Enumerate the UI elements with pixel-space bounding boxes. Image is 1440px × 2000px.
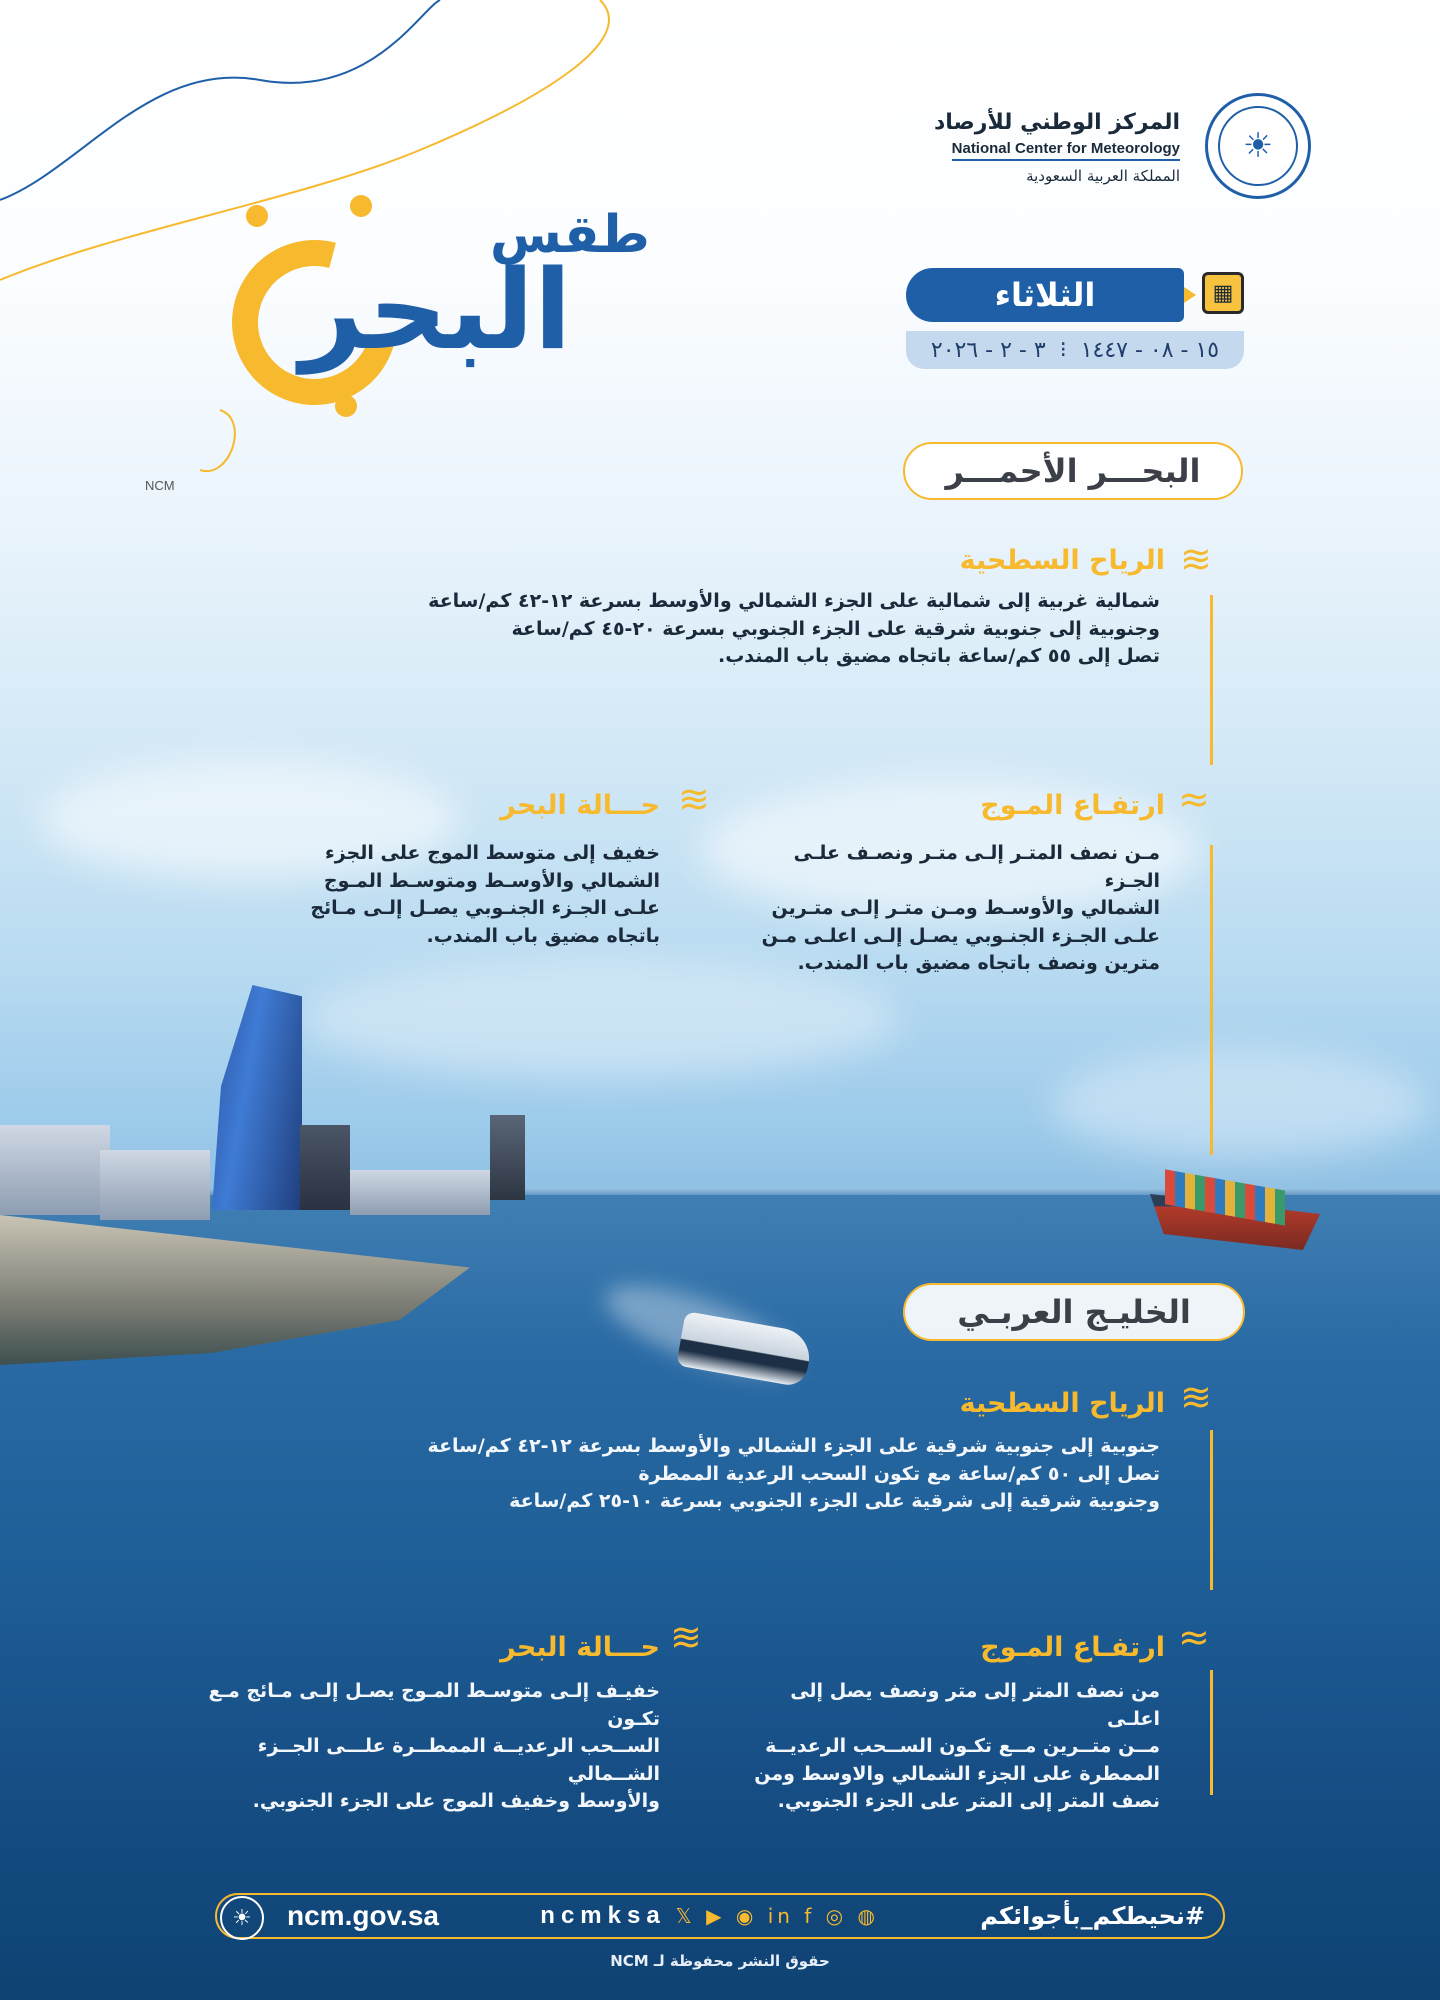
text-line: خفيف إلى متوسط الموج على الجزء xyxy=(325,842,660,864)
arabian-gulf-title: الخليـج العربـي xyxy=(903,1283,1245,1341)
palm-swords-emblem-icon: ☀ xyxy=(1218,106,1298,186)
cloud xyxy=(300,960,900,1080)
text-line: مــن متــرين مــع تكـون الســحب الرعديــة xyxy=(765,1735,1160,1758)
text-line: وجنوبية شرقية إلى شرقية على الجزء الجنوبي بسرعة ١٠-٢٥ كم/ساعة xyxy=(509,1490,1160,1513)
text-line: الشمالي والأوسـط ومـن متـر إلـى متـرين xyxy=(771,897,1160,920)
org-name-english: National Center for Meteorology xyxy=(952,140,1180,161)
gulf-winds-text xyxy=(340,1433,1160,1516)
footer-emblem-icon: ☀ xyxy=(220,1896,264,1940)
cloud xyxy=(1050,1050,1430,1160)
wind-icon: ≋ xyxy=(1180,537,1212,581)
text-line: نصف المتر إلى المتر على الجزء الجنوبي. xyxy=(777,1790,1160,1813)
building xyxy=(0,1125,110,1215)
pointer-arrow-icon xyxy=(1184,287,1196,303)
red-sea-wave-height-title: ارتفـاع المـوج xyxy=(980,790,1165,821)
title-big: البحر xyxy=(300,246,572,374)
social-handle[interactable]: ncmksa xyxy=(540,1902,666,1929)
text-line: وجنوبية إلى جنوبية شرقية على الجزء الجنوبي بسرعة ٢٠-٤٥ كم/ساعة xyxy=(511,617,1160,640)
hashtag[interactable]: #نحيطكم_بأجوائكم xyxy=(980,1902,1205,1930)
timeline-line xyxy=(1210,1430,1213,1590)
tower-building xyxy=(212,985,302,1210)
text-line: الممطرة على الجزء الشمالي والاوسط ومن xyxy=(754,1762,1160,1785)
sea-waves-icon: ≋ xyxy=(678,777,710,821)
copyright: حقوق النشر محفوظة لـ NCM xyxy=(610,1952,830,1970)
date-bar xyxy=(906,331,1244,369)
wave-icon: ≈ xyxy=(1178,1615,1210,1659)
website-link[interactable]: ncm.gov.sa xyxy=(287,1900,439,1931)
red-sea-sea-state-text xyxy=(260,840,660,950)
day-name: الثلاثاء xyxy=(906,268,1184,322)
wave-icon: ≈ xyxy=(1178,777,1210,821)
kingdom-name: المملكة العربية السعودية xyxy=(1026,167,1180,185)
title-small: طقس xyxy=(490,205,650,265)
gulf-sea-state-text xyxy=(160,1678,660,1816)
gulf-sea-state-title: حـــالة البحر xyxy=(500,1632,660,1663)
text-line: باتجاه مضيق باب المندب. xyxy=(426,924,660,947)
red-sea-title: البحـــر الأحمـــر xyxy=(903,442,1243,500)
gregorian-date: ٣ - ٢ - ٢٠٢٦ xyxy=(930,337,1046,363)
ncm-label: NCM xyxy=(145,478,175,493)
text-line: مترين ونصف باتجاه مضيق باب المندب. xyxy=(797,952,1160,975)
timeline-line xyxy=(1210,1670,1213,1795)
text-line: مـن نصف المتـر إلـى متـر ونصـف علـى الجـزء xyxy=(793,842,1160,892)
text-line: والأوسط وخفيف الموج على الجزء الجنوبي. xyxy=(252,1790,660,1813)
text-line: شمالية غربية إلى شمالية على الجزء الشمالي والأوسط بسرعة ١٢-٤٢ كم/ساعة xyxy=(428,590,1160,612)
red-sea-winds-text xyxy=(340,588,1160,671)
gulf-wave-height-text xyxy=(740,1678,1160,1816)
calendar-icon: ▦ xyxy=(1202,272,1244,314)
text-line: الشمالي والأوسـط ومتوسـط المـوج xyxy=(323,869,660,892)
hijri-date: ١٥ - ٠٨ - ١٤٤٧ xyxy=(1080,337,1220,363)
text-line: علـى الجـزء الجنـوبي يصـل إلـى مـائج xyxy=(310,897,660,920)
text-line: علـى الجـزء الجنـوبي يصـل إلـى اعلـى مـن xyxy=(761,924,1160,947)
date-separator: ⁝ xyxy=(1059,337,1067,363)
sun-ray-dot xyxy=(350,195,372,217)
building xyxy=(350,1170,490,1215)
org-name-arabic: المركز الوطني للأرصاد xyxy=(933,110,1180,135)
sun-ray-dot xyxy=(335,395,357,417)
text-line: جنوبية إلى جنوبية شرقية على الجزء الشمالي والأوسط بسرعة ١٢-٤٢ كم/ساعة xyxy=(427,1435,1160,1457)
ncm-logo[interactable] xyxy=(1205,93,1311,199)
footer-bar xyxy=(215,1893,1225,1939)
text-line: تصل إلى ٥٠ كم/ساعة مع تكون السحب الرعدية الممطرة xyxy=(638,1462,1160,1485)
red-sea-sea-state-title: حـــالة البحر xyxy=(500,790,660,821)
gulf-wave-height-title: ارتفـاع المـوج xyxy=(980,1632,1165,1663)
text-line: تصل إلى ٥٥ كم/ساعة باتجاه مضيق باب المندب. xyxy=(717,645,1160,668)
timeline-line xyxy=(1210,595,1213,765)
text-line: الســحب الرعديــة الممطــرة علـــى الجــزء الشــمالي xyxy=(257,1735,660,1785)
gulf-winds-title: الرياح السطحية xyxy=(959,1388,1165,1419)
building xyxy=(300,1125,350,1210)
sun-ray-dot xyxy=(246,205,268,227)
timeline-line xyxy=(1210,845,1213,1155)
building xyxy=(490,1115,525,1200)
wind-icon: ≋ xyxy=(1180,1375,1212,1419)
text-line: خفيـف إلـى متوسـط المـوج يصـل إلـى مـائج مـع تكـون xyxy=(208,1680,660,1730)
red-sea-winds-title: الرياح السطحية xyxy=(959,545,1165,576)
red-sea-wave-height-text xyxy=(740,840,1160,978)
building xyxy=(100,1150,210,1220)
text-line: من نصف المتر إلى متر ونصف يصل إلى اعلـى xyxy=(790,1680,1160,1730)
social-icons[interactable]: 𝕏 ▶ ◉ in f ◎ ◍ xyxy=(675,1904,879,1928)
sea-waves-icon: ≋ xyxy=(670,1615,702,1659)
